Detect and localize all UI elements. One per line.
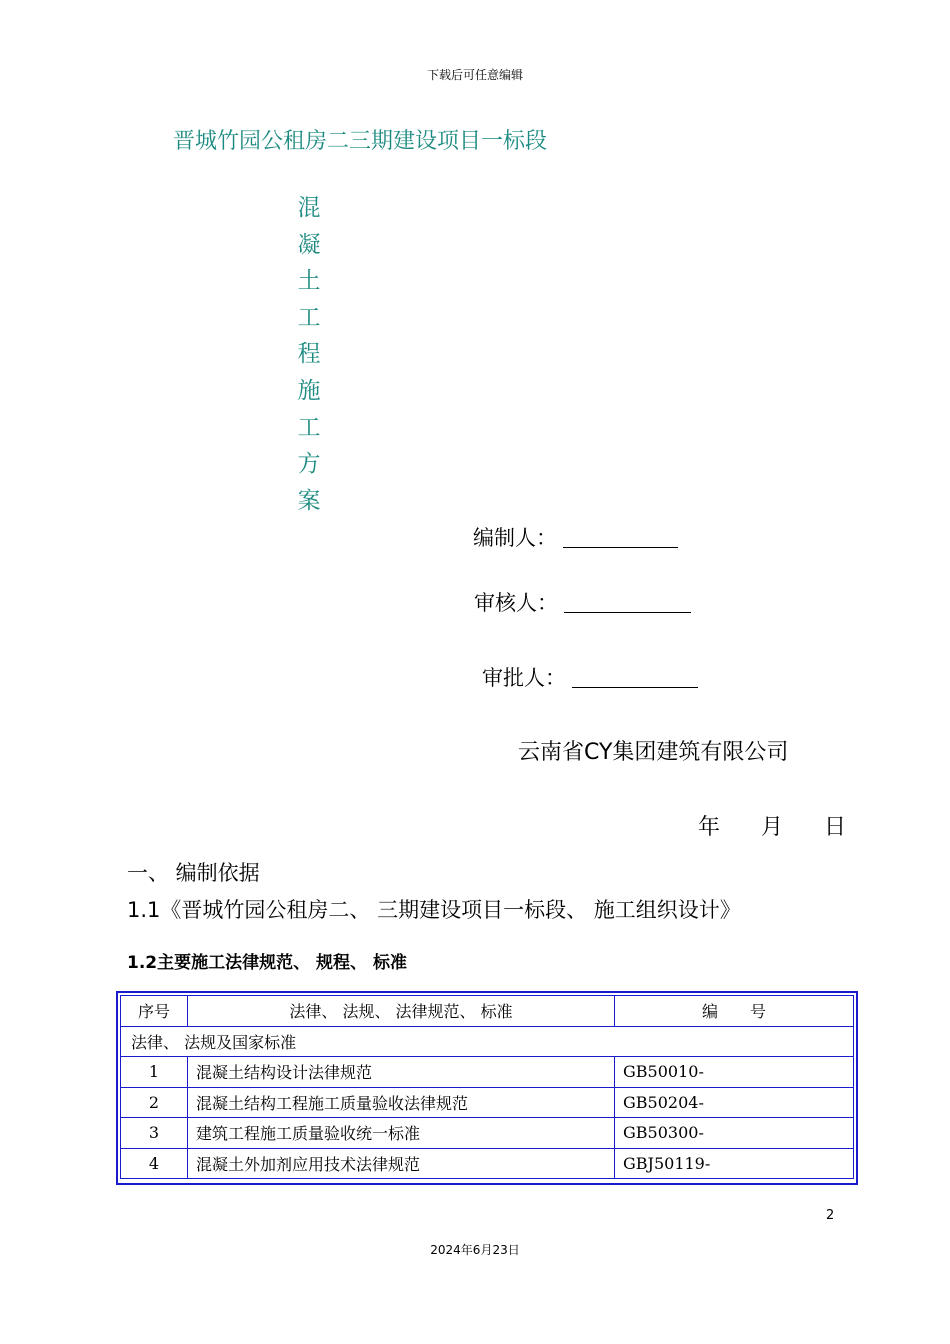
approver-signature xyxy=(482,662,698,692)
row-code: GB50300- xyxy=(615,1118,854,1149)
title-char: 土 xyxy=(297,268,321,295)
editor-blank-line xyxy=(563,546,678,548)
standards-table xyxy=(116,991,858,1185)
row-no: 1 xyxy=(121,1057,188,1088)
section-heading-1-2: 1.2主要施工法律规范、 规程、 标准 xyxy=(127,953,407,973)
table-row xyxy=(121,1148,854,1179)
year-label: 年 xyxy=(698,815,721,840)
row-code: GB50204- xyxy=(615,1087,854,1118)
title-char: 工 xyxy=(297,414,321,441)
table-row xyxy=(121,1087,854,1118)
date-fields xyxy=(698,810,880,841)
editor-label: 编制人： xyxy=(473,526,557,550)
document-title-vertical xyxy=(294,190,324,519)
table-header-row xyxy=(121,996,854,1027)
reviewer-blank-line xyxy=(564,611,691,613)
row-code: GB50010- xyxy=(615,1057,854,1088)
row-no: 3 xyxy=(121,1118,188,1149)
title-char: 案 xyxy=(297,487,321,514)
row-name: 混凝土外加剂应用技术法律规范 xyxy=(188,1148,615,1179)
table-row xyxy=(121,1118,854,1149)
reviewer-signature xyxy=(474,587,691,617)
row-name: 混凝土结构工程施工质量验收法律规范 xyxy=(188,1087,615,1118)
title-char: 程 xyxy=(297,341,321,368)
row-name: 混凝土结构设计法律规范 xyxy=(188,1057,615,1088)
row-no: 4 xyxy=(121,1148,188,1179)
approver-blank-line xyxy=(572,686,698,688)
approver-label: 审批人： xyxy=(482,666,566,690)
table-group-row xyxy=(121,1026,854,1057)
month-label: 月 xyxy=(761,815,784,840)
row-code: GBJ50119- xyxy=(615,1148,854,1179)
title-char: 施 xyxy=(297,377,321,404)
row-no: 2 xyxy=(121,1087,188,1118)
footer-date: 2024年6月23日 xyxy=(430,1243,520,1257)
reviewer-label: 审核人： xyxy=(474,591,558,615)
company-name: 云南省CY集团建筑有限公司 xyxy=(518,740,789,765)
group-label: 法律、 法规及国家标准 xyxy=(121,1026,854,1057)
title-char: 工 xyxy=(297,304,321,331)
page-number: 2 xyxy=(826,1208,835,1223)
project-title: 晋城竹园公租房二三期建设项目一标段 xyxy=(173,129,548,154)
title-char: 混 xyxy=(297,195,321,221)
day-label: 日 xyxy=(824,815,847,840)
header-code: 编 号 xyxy=(615,996,854,1027)
header-no: 序号 xyxy=(121,996,188,1027)
row-name: 建筑工程施工质量验收统一标准 xyxy=(188,1118,615,1149)
section-heading-1-1: 1.1《晋城竹园公租房二、 三期建设项目一标段、 施工组织设计》 xyxy=(127,898,741,922)
table-row xyxy=(121,1057,854,1088)
header-name: 法律、 法规、 法律规范、 标准 xyxy=(188,996,615,1027)
editor-signature xyxy=(473,522,678,552)
section-heading-1: 一、 编制依据 xyxy=(127,861,260,885)
title-char: 凝 xyxy=(297,231,321,258)
header-note: 下载后可任意编辑 xyxy=(426,68,523,82)
title-char: 方 xyxy=(297,451,321,478)
